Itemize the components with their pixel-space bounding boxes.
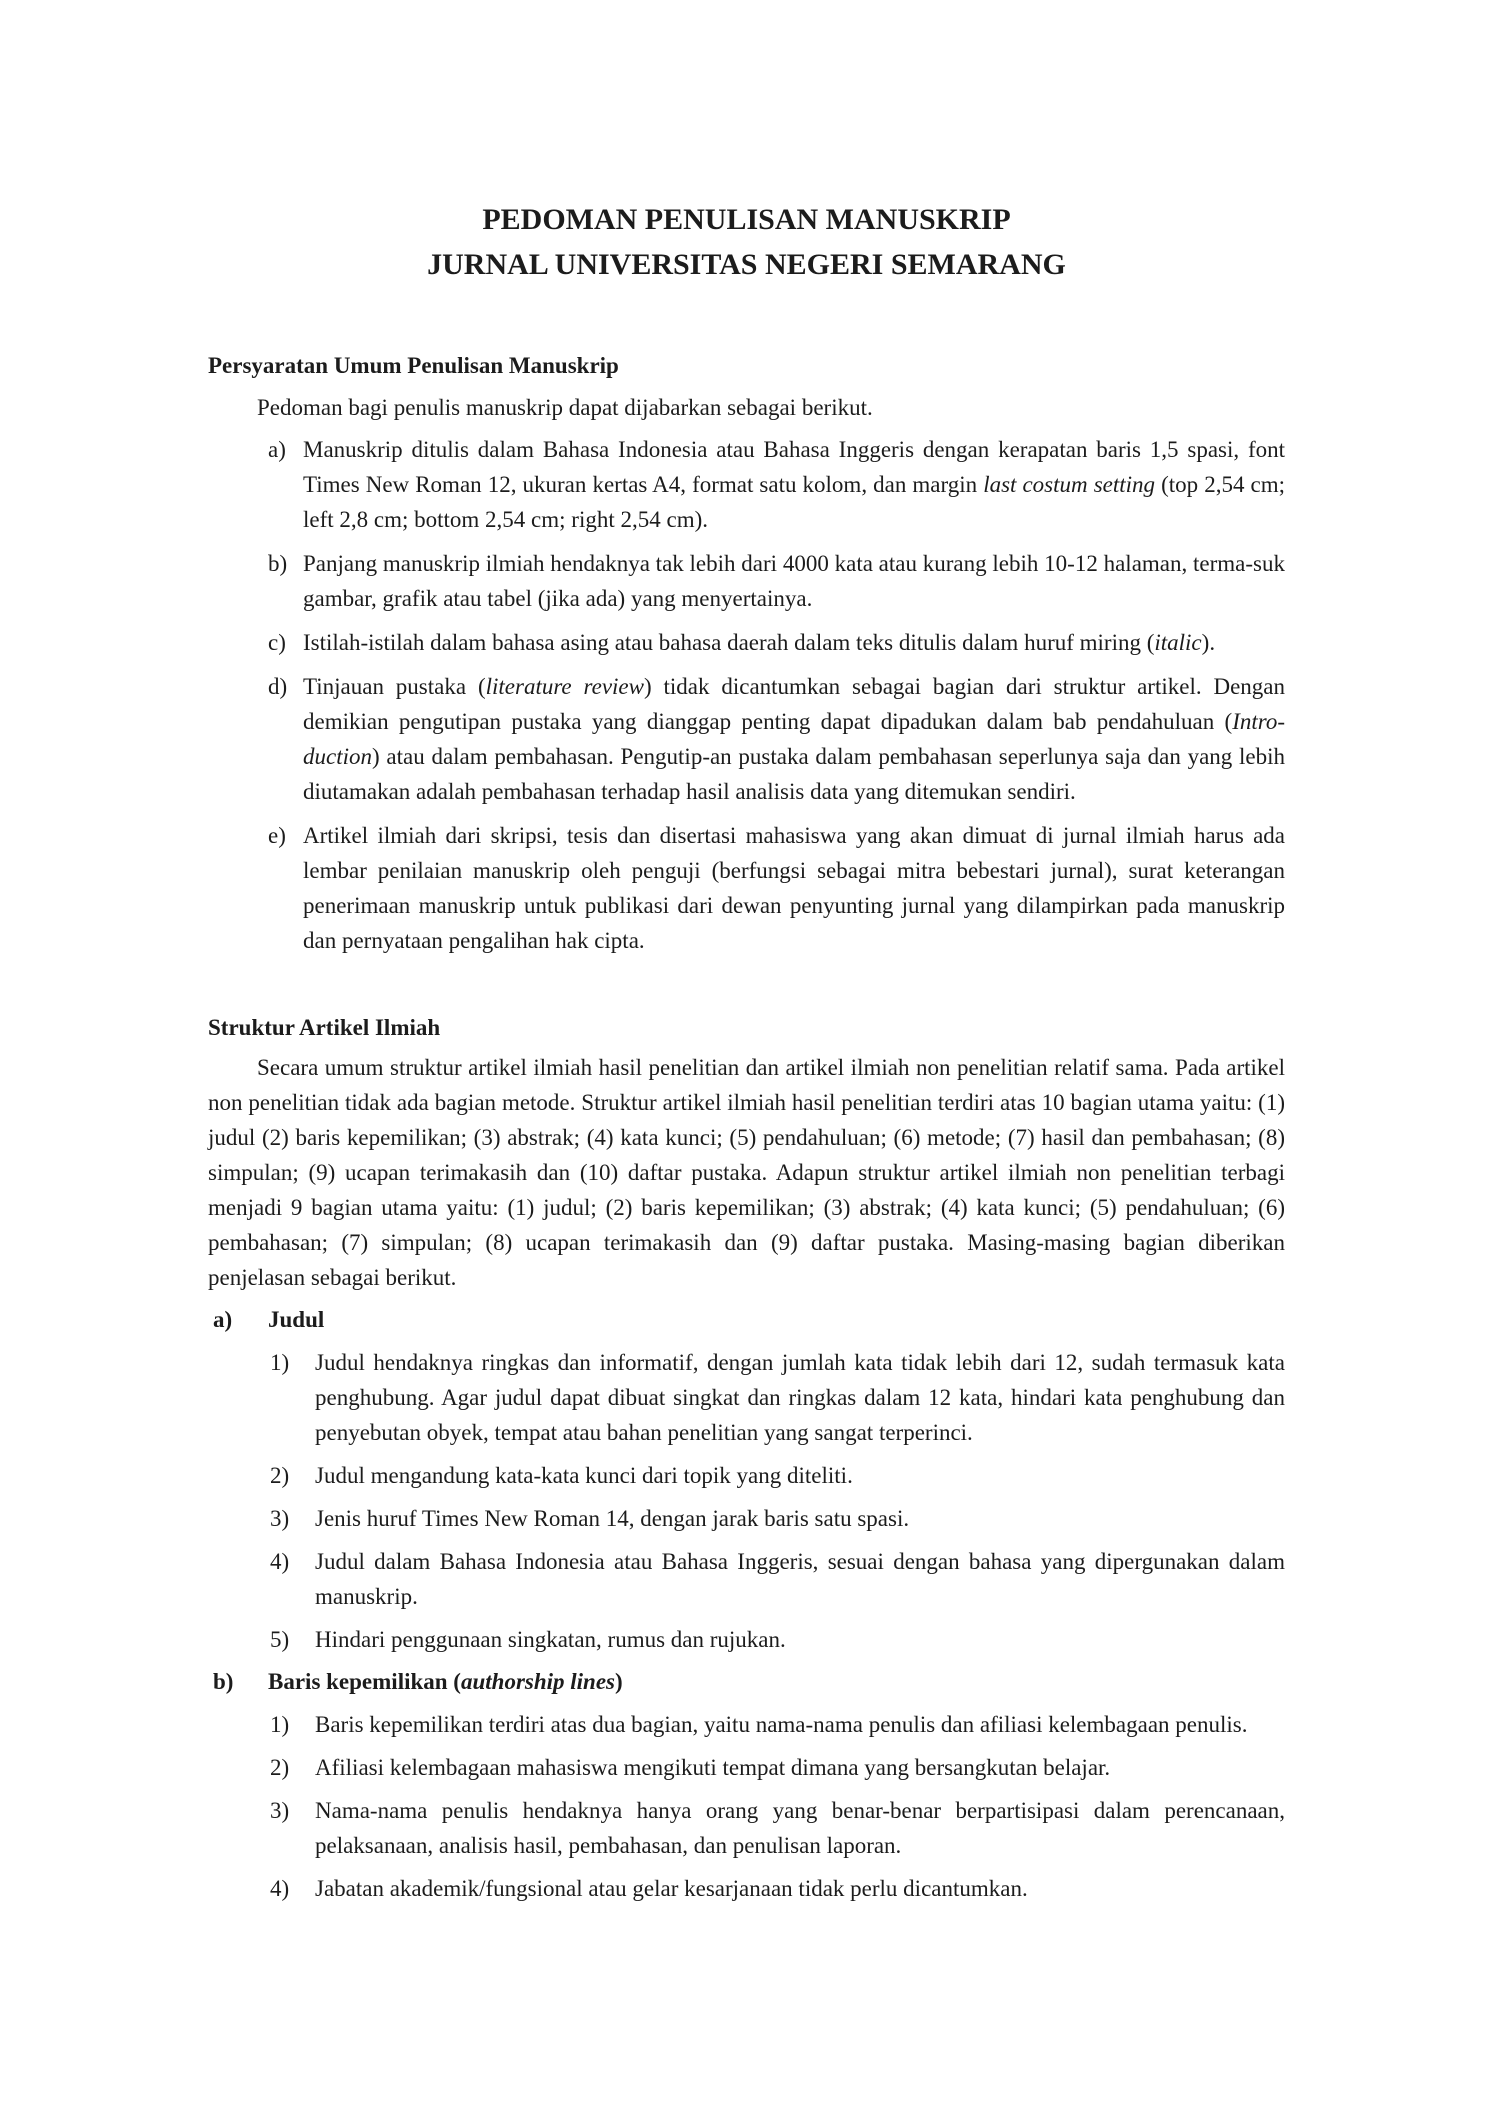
item-marker: e): [268, 823, 286, 848]
item-marker: d): [268, 674, 288, 699]
judul-item-3: [208, 1501, 1285, 1536]
item-text: Jabatan akademik/fungsional atau gelar kesarjanaan tidak perlu dicantumkan.: [315, 1876, 1028, 1901]
judul-item-4: [208, 1544, 1285, 1614]
subsection-heading-judul: [208, 1302, 1285, 1337]
item-marker: 3): [270, 1798, 290, 1823]
item-text: Baris kepemilikan terdiri atas dua bagian, yaitu nama-nama penulis dan afiliasi kelembagaan penulis.: [315, 1712, 1248, 1737]
item-text: Judul dalam Bahasa Indonesia atau Bahasa Inggeris, sesuai dengan bahasa yang dipergunakan dalam manuskrip.: [315, 1549, 1285, 1609]
item-text: Hindari penggunaan singkatan, rumus dan rujukan.: [315, 1627, 786, 1652]
requirement-item-e: [208, 818, 1285, 958]
requirement-item-c: [208, 625, 1285, 660]
judul-item-1: [208, 1345, 1285, 1450]
item-marker: 3): [270, 1506, 290, 1531]
item-marker: 2): [270, 1463, 290, 1488]
document-title-line-2: JURNAL UNIVERSITAS NEGERI SEMARANG: [427, 248, 1066, 281]
item-marker: 2): [270, 1755, 290, 1780]
authorship-item-2: [208, 1750, 1285, 1785]
document-title-line-1: PEDOMAN PENULISAN MANUSKRIP: [482, 203, 1011, 236]
item-text: Tinjauan pustaka (literature review) tidak dicantumkan sebagai bagian dari struktur artikel. Dengan demikian pengutipan pustaka yang dianggap penting dapat dipadukan dalam bab pendahuluan (Intro-duction) atau dalam pembahasan. Pengutip-an pustaka dalam pembahasan seperlunya saja dan yang lebih diutamakan adalah pembahasan terhadap hasil analisis data yang ditemukan sendiri.: [303, 674, 1285, 804]
requirement-item-a: [208, 432, 1285, 537]
intro-paragraph: Pedoman bagi penulis manuskrip dapat dijabarkan sebagai berikut.: [257, 395, 873, 420]
item-text: Judul hendaknya ringkas dan informatif, dengan jumlah kata tidak lebih dari 12, sudah termasuk kata penghubung. Agar judul dapat dibuat singkat dan ringkas dalam 12 kata, hindari kata penghubung dan penyebutan obyek, tempat atau bahan penelitian yang sangat terperinci.: [315, 1350, 1285, 1445]
item-marker: 1): [270, 1712, 290, 1737]
authorship-guidelines-list: [208, 1707, 1285, 1906]
authorship-item-3: [208, 1793, 1285, 1863]
section-persyaratan-umum: [208, 348, 1285, 958]
item-marker: a): [213, 1307, 233, 1332]
item-marker: b): [213, 1669, 234, 1694]
item-marker: a): [268, 437, 286, 462]
section-heading-struktur: Struktur Artikel Ilmiah: [208, 1015, 441, 1040]
section-struktur-artikel: [208, 1010, 1285, 1906]
item-marker: b): [268, 551, 288, 576]
general-requirements-list: [208, 432, 1285, 958]
requirement-item-b: [208, 546, 1285, 616]
item-marker: 5): [270, 1627, 290, 1652]
authorship-item-4: [208, 1871, 1285, 1906]
item-text: Panjang manuskrip ilmiah hendaknya tak lebih dari 4000 kata atau kurang lebih 10-12 halaman, terma-suk gambar, grafik atau tabel (jika ada) yang menyertainya.: [303, 551, 1285, 611]
item-text: Judul mengandung kata-kata kunci dari topik yang diteliti.: [315, 1463, 853, 1488]
judul-item-5: [208, 1622, 1285, 1657]
item-marker: 1): [270, 1350, 290, 1375]
item-text: Jenis huruf Times New Roman 14, dengan jarak baris satu spasi.: [315, 1506, 910, 1531]
item-text: Nama-nama penulis hendaknya hanya orang yang benar-benar berpartisipasi dalam perencanaan, pelaksanaan, analisis hasil, pembahasan, dan penulisan laporan.: [315, 1798, 1285, 1858]
item-text: Artikel ilmiah dari skripsi, tesis dan disertasi mahasiswa yang akan dimuat di jurnal ilmiah harus ada lembar penilaian manuskrip oleh penguji (berfungsi sebagai mitra bebestari jurnal), surat keterangan penerimaan manuskrip untuk publikasi dari dewan penyunting jurnal yang dilampirkan pada manuskrip dan pernyataan pengalihan hak cipta.: [303, 823, 1285, 953]
subsection-baris-kepemilikan: [208, 1664, 1285, 1906]
subsection-label: Baris kepemilikan (authorship lines): [268, 1669, 623, 1694]
item-marker: c): [268, 630, 286, 655]
item-text: Istilah-istilah dalam bahasa asing atau bahasa daerah dalam teks ditulis dalam huruf miring (italic).: [303, 630, 1216, 655]
document-title: [208, 0, 1285, 287]
item-marker: 4): [270, 1876, 290, 1901]
section-heading-persyaratan: Persyaratan Umum Penulisan Manuskrip: [208, 353, 619, 378]
item-marker: 4): [270, 1549, 290, 1574]
item-text: Manuskrip ditulis dalam Bahasa Indonesia atau Bahasa Inggeris dengan kerapatan baris 1,5 spasi, font Times New Roman 12, ukuran kertas A4, format satu kolom, dan margin last costum setting (top 2,54 cm; left 2,8 cm; bottom 2,54 cm; right 2,54 cm).: [303, 437, 1285, 532]
requirement-item-d: [208, 669, 1285, 809]
judul-guidelines-list: [208, 1345, 1285, 1657]
subsection-label: Judul: [268, 1307, 325, 1332]
structure-overview-paragraph: Secara umum struktur artikel ilmiah hasil penelitian dan artikel ilmiah non penelitian relatif sama. Pada artikel non penelitian tidak ada bagian metode. Struktur artikel ilmiah hasil penelitian terdiri atas 10 bagian utama yaitu: (1) judul (2) baris kepemilikan; (3) abstrak; (4) kata kunci; (5) pendahuluan; (6) metode; (7) hasil dan pembahasan; (8) simpulan; (9) ucapan terimakasih dan (10) daftar pustaka. Adapun struktur artikel ilmiah non penelitian terbagi menjadi 9 bagian utama yaitu: (1) judul; (2) baris kepemilikan; (3) abstrak; (4) kata kunci; (5) pendahuluan; (6) pembahasan; (7) simpulan; (8) ucapan terimakasih dan (9) daftar pustaka. Masing-masing bagian diberikan penjelasan sebagai berikut.: [208, 1055, 1285, 1290]
judul-item-2: [208, 1458, 1285, 1493]
subsection-heading-baris-kepemilikan: [208, 1664, 1285, 1699]
subsection-judul: [208, 1302, 1285, 1657]
item-text: Afiliasi kelembagaan mahasiswa mengikuti tempat dimana yang bersangkutan belajar.: [315, 1755, 1111, 1780]
authorship-item-1: [208, 1707, 1285, 1742]
